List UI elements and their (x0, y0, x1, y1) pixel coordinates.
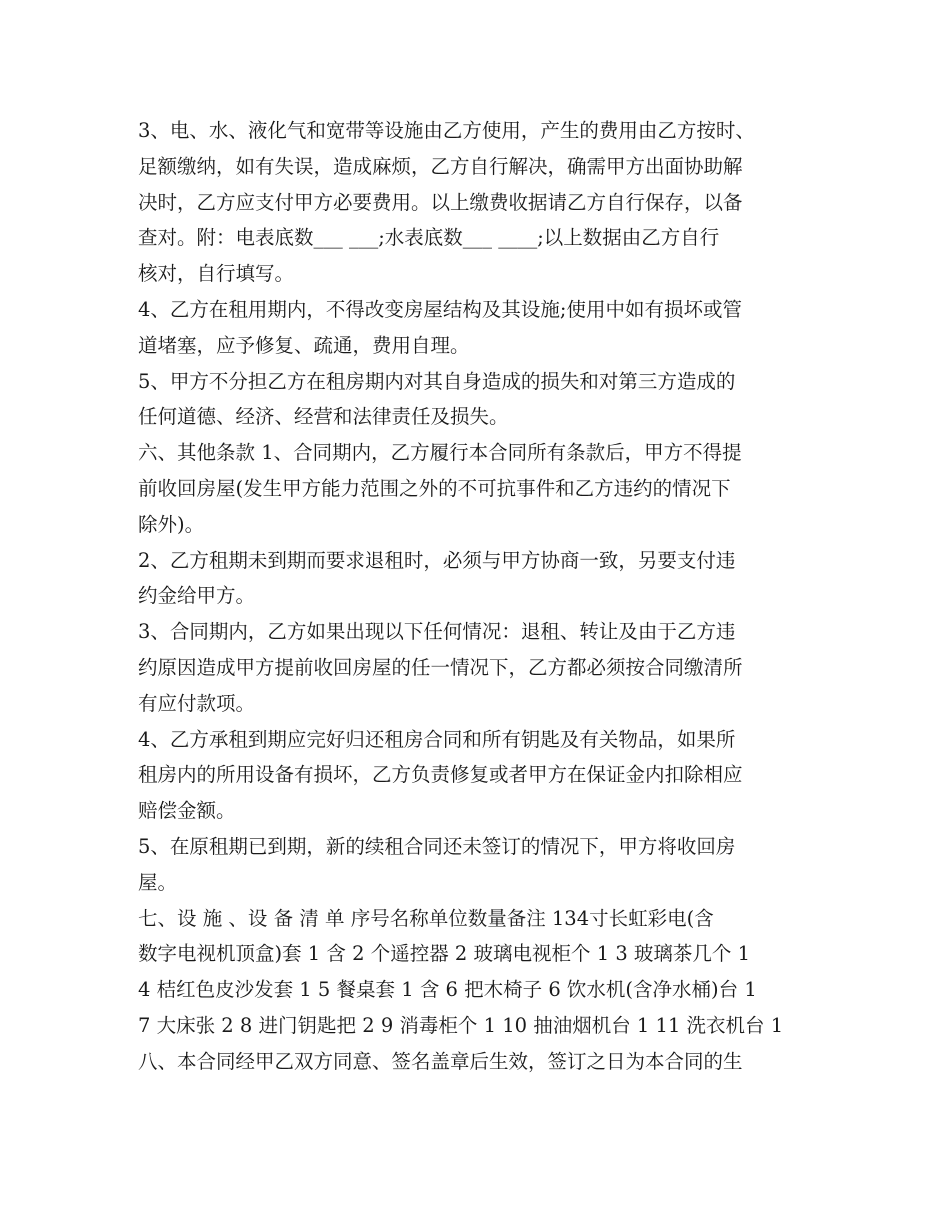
text-line: 数字电视机顶盒)套 1 含 2 个遥控器 2 玻璃电视柜个 1 3 玻璃茶几个 1 (138, 942, 751, 966)
text-line: 3、合同期内，乙方如果出现以下任何情况：退租、转让及由于乙方违 (138, 620, 736, 644)
text-line: 3、电、水、液化气和宽带等设施由乙方使用，产生的费用由乙方按时、 (138, 119, 755, 142)
text-line: 4、乙方在租用期内，不得改变房屋结构及其设施;使用中如有损坏或管 (138, 297, 742, 321)
text-line: 道堵塞，应予修复、疏通，费用自理。 (138, 333, 470, 357)
text-line: 有应付款项。 (138, 691, 256, 715)
text-line: 七、设 施 、设 备 清 单 序号名称单位数量备注 134寸长虹彩电(含 (138, 906, 714, 930)
text-line: 任何道德、经济、经营和法律责任及损失。 (138, 405, 509, 429)
text-line: 前收回房屋(发生甲方能力范围之外的不可抗事件和乙方违约的情况下 (138, 476, 731, 500)
text-line: 4、乙方承租到期应完好归还租房合同和所有钥匙及有关物品，如果所 (138, 727, 736, 751)
text-line: 5、甲方不分担乙方在租房期内对其自身造成的损失和对第三方造成的 (138, 369, 736, 393)
text-line: 除外)。 (138, 512, 205, 536)
text-line: 4 桔红色皮沙发套 1 5 餐桌套 1 含 6 把木椅子 6 饮水机(含净水桶)台 1 (138, 978, 757, 1002)
text-line: 屋。 (138, 870, 178, 894)
text-line: 7 大床张 2 8 进门钥匙把 2 9 消毒柜个 1 10 抽油烟机台 1 11 洗衣机台 1 (138, 1013, 784, 1037)
text-line: 约原因造成甲方提前收回房屋的任一情况下，乙方都必须按合同缴清所 (138, 655, 743, 679)
text-line: 决时，乙方应支付甲方必要费用。以上缴费收据请乙方自行保存，以备 (138, 190, 743, 214)
text-line: 约金给甲方。 (138, 584, 256, 608)
text-line: 足额缴纳，如有失误，造成麻烦，乙方自行解决，确需甲方出面协助解 (138, 154, 743, 178)
text-line: 核对，自行填写。 (138, 262, 295, 286)
text-line: 租房内的所用设备有损坏，乙方负责修复或者甲方在保证金内扣除相应 (138, 763, 743, 787)
text-line: 八、本合同经甲乙双方同意、签名盖章后生效，签订之日为本合同的生 (138, 1049, 743, 1073)
text-line: 2、乙方租期未到期而要求退租时，必须与甲方协商一致，另要支付违 (138, 548, 736, 572)
text-line: 查对。附：电表底数___ ___;水表底数___ ____;以上数据由乙方自行 (138, 226, 720, 250)
text-line: 赔偿金额。 (138, 799, 236, 823)
contract-text-body (138, 113, 838, 1080)
text-line: 六、其他条款 1、合同期内，乙方履行本合同所有条款后，甲方不得提 (138, 441, 742, 465)
text-line: 5、在原租期已到期，新的续租合同还未签订的情况下，甲方将收回房 (138, 834, 736, 858)
